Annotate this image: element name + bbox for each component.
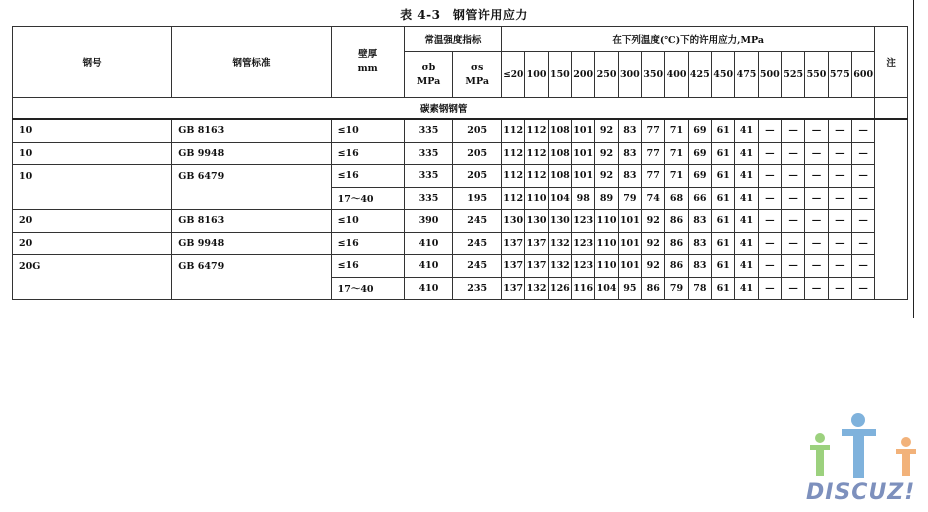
cell-stress: — [851,210,874,233]
cell-stress: 137 [502,277,525,300]
cell-thickness: ≤16 [331,165,404,188]
table-row [13,119,908,142]
cell-stress: 137 [502,255,525,278]
cell-stress: 101 [572,142,595,165]
cell-grade [13,277,172,300]
cell-stress: 108 [548,165,571,188]
cell-stress: 41 [735,232,758,255]
cell-stress: — [851,277,874,300]
cell-stress: 41 [735,210,758,233]
header-temp-10: 475 [735,52,758,98]
header-temp-0: ≤20 [502,52,525,98]
cell-stress: 108 [548,119,571,142]
cell-standard: GB 8163 [172,119,331,142]
cell-sigma-b: 410 [404,255,453,278]
cell-stress: — [851,187,874,210]
cell-stress: 79 [618,187,641,210]
cell-standard [172,277,331,300]
cell-stress: — [758,165,781,188]
cell-stress: 104 [548,187,571,210]
cell-stress: 123 [572,210,595,233]
table-row [13,165,908,188]
cell-sigma-s: 245 [453,255,502,278]
cell-stress: 101 [618,232,641,255]
cell-stress: 104 [595,277,618,300]
cell-stress: 132 [548,232,571,255]
cell-stress: 116 [572,277,595,300]
cell-stress: — [782,277,805,300]
cell-stress: 61 [712,232,735,255]
cell-stress: — [805,255,828,278]
cell-stress: — [805,165,828,188]
cell-stress: 95 [618,277,641,300]
cell-note [875,232,908,255]
cell-stress: 78 [688,277,711,300]
cell-stress: — [782,255,805,278]
cell-stress: — [828,255,851,278]
cell-standard: GB 8163 [172,210,331,233]
cell-stress: 137 [525,232,548,255]
cell-stress: 92 [595,165,618,188]
cell-stress: 83 [618,142,641,165]
cell-note [875,210,908,233]
header-allowable-stress: 在下列温度(℃)下的许用应力,MPa [502,27,875,52]
cell-stress: — [758,277,781,300]
cell-stress: 66 [688,187,711,210]
header-temp-3: 200 [572,52,595,98]
cell-note [875,165,908,188]
cell-grade: 10 [13,142,172,165]
cell-stress: — [758,187,781,210]
header-sigma-s [453,52,502,98]
cell-sigma-s: 205 [453,119,502,142]
cell-sigma-s: 205 [453,142,502,165]
table-row [13,277,908,300]
cell-grade [13,187,172,210]
cell-grade: 10 [13,119,172,142]
cell-stress: 61 [712,210,735,233]
cell-stress: — [782,119,805,142]
cell-thickness: ≤10 [331,119,404,142]
cell-sigma-s: 195 [453,187,502,210]
cell-stress: — [805,187,828,210]
cell-stress: 110 [525,187,548,210]
cell-stress: 77 [642,142,665,165]
cell-sigma-b: 335 [404,119,453,142]
cell-note [875,142,908,165]
cell-stress: 71 [665,142,688,165]
cell-stress: — [828,232,851,255]
cell-stress: — [782,232,805,255]
cell-note [875,119,908,142]
cell-stress: — [758,232,781,255]
section-title: 碳素钢钢管 [13,98,875,120]
cell-thickness: ≤16 [331,232,404,255]
cell-stress: — [805,277,828,300]
cell-stress: — [851,255,874,278]
cell-sigma-b: 390 [404,210,453,233]
cell-stress: — [851,142,874,165]
cell-stress: 86 [665,255,688,278]
header-temp-11: 500 [758,52,781,98]
table-row [13,210,908,233]
cell-sigma-s: 205 [453,165,502,188]
header-strength: 常温强度指标 [404,27,501,52]
cell-stress: 112 [525,119,548,142]
cell-stress: — [782,187,805,210]
cell-note [875,255,908,278]
cell-stress: 41 [735,277,758,300]
cell-sigma-b: 335 [404,142,453,165]
cell-stress: 108 [548,142,571,165]
cell-standard: GB 9948 [172,142,331,165]
allowable-stress-table [12,26,908,300]
cell-stress: 101 [618,255,641,278]
cell-sigma-b: 410 [404,277,453,300]
sigma-s-unit: MPa [465,75,489,87]
cell-stress: — [828,119,851,142]
cell-stress: — [828,187,851,210]
cell-thickness: ≤16 [331,255,404,278]
sigma-b-unit: MPa [416,75,441,87]
header-thickness-label: 壁厚 [358,49,378,60]
cell-stress: 86 [642,277,665,300]
cell-stress: 83 [618,165,641,188]
cell-stress: 61 [712,119,735,142]
cell-stress: — [851,165,874,188]
cell-stress: 41 [735,165,758,188]
cell-note [875,187,908,210]
table-row [13,142,908,165]
logo-figures [810,413,916,478]
header-temp-12: 525 [782,52,805,98]
cell-stress: 137 [525,255,548,278]
cell-stress: 79 [665,277,688,300]
cell-stress: 123 [572,255,595,278]
cell-grade: 20 [13,232,172,255]
cell-stress: — [805,232,828,255]
header-grade: 钢号 [13,27,172,98]
header-note: 注 [875,27,908,98]
header-thickness [331,27,404,98]
cell-stress: — [758,255,781,278]
cell-stress: 130 [548,210,571,233]
table-row [13,187,908,210]
cell-stress: 112 [502,165,525,188]
cell-grade: 20G [13,255,172,278]
cell-stress: 112 [525,165,548,188]
header-temp-13: 550 [805,52,828,98]
cell-thickness: 17～40 [331,277,404,300]
cell-stress: 86 [665,232,688,255]
cell-stress: 110 [595,210,618,233]
cell-stress: 83 [618,119,641,142]
cell-stress: 61 [712,187,735,210]
header-temp-15: 600 [851,52,874,98]
cell-stress: 98 [572,187,595,210]
cell-stress: 77 [642,119,665,142]
cell-stress: 92 [642,255,665,278]
cell-sigma-b: 410 [404,232,453,255]
header-temp-4: 250 [595,52,618,98]
cell-stress: 71 [665,119,688,142]
cell-stress: 92 [595,142,618,165]
cell-stress: 41 [735,119,758,142]
cell-stress: 61 [712,255,735,278]
cell-stress: — [782,142,805,165]
header-temp-9: 450 [712,52,735,98]
cell-stress: — [828,277,851,300]
cell-stress: 74 [642,187,665,210]
cell-stress: 69 [688,142,711,165]
sigma-b-symbol: σb [421,61,436,73]
note-cell [875,98,908,120]
header-temp-6: 350 [642,52,665,98]
cell-stress: — [758,119,781,142]
table-row [13,232,908,255]
cell-standard [172,187,331,210]
cell-stress: — [828,165,851,188]
header-standard: 钢管标准 [172,27,331,98]
cell-stress: 86 [665,210,688,233]
cell-stress: 130 [502,210,525,233]
cell-grade: 10 [13,165,172,188]
cell-stress: 112 [502,187,525,210]
cell-stress: — [851,119,874,142]
cell-stress: 130 [525,210,548,233]
cell-sigma-b: 335 [404,165,453,188]
table-caption: 表 4-3 钢管许用应力 [400,8,528,22]
header-temp-2: 150 [548,52,571,98]
cell-stress: 61 [712,142,735,165]
cell-stress: 126 [548,277,571,300]
cell-stress: 112 [502,119,525,142]
cell-stress: — [782,210,805,233]
cell-stress: 83 [688,255,711,278]
cell-stress: 101 [572,119,595,142]
cell-stress: 101 [572,165,595,188]
cell-stress: 123 [572,232,595,255]
cell-stress: 89 [595,187,618,210]
cell-sigma-s: 235 [453,277,502,300]
cell-stress: 41 [735,187,758,210]
cell-stress: — [805,142,828,165]
cell-stress: 92 [642,232,665,255]
cell-stress: 61 [712,165,735,188]
header-temp-1: 100 [525,52,548,98]
header-temp-8: 425 [688,52,711,98]
cell-stress: — [805,210,828,233]
cell-sigma-s: 245 [453,232,502,255]
cell-stress: — [851,232,874,255]
page-edge-rule [913,0,914,318]
cell-stress: 132 [525,277,548,300]
cell-stress: 69 [688,165,711,188]
cell-standard: GB 9948 [172,232,331,255]
cell-stress: — [782,165,805,188]
cell-sigma-s: 245 [453,210,502,233]
cell-stress: 112 [502,142,525,165]
cell-note [875,277,908,300]
cell-stress: 137 [502,232,525,255]
cell-stress: 68 [665,187,688,210]
header-temp-5: 300 [618,52,641,98]
cell-stress: 101 [618,210,641,233]
cell-stress: 83 [688,232,711,255]
cell-stress: — [828,210,851,233]
cell-stress: 71 [665,165,688,188]
cell-stress: 110 [595,255,618,278]
cell-stress: 61 [712,277,735,300]
cell-stress: 83 [688,210,711,233]
cell-stress: 41 [735,142,758,165]
cell-stress: — [758,210,781,233]
sigma-s-symbol: σs [471,61,484,73]
cell-stress: — [758,142,781,165]
discuz-logo-text: DISCUZ! [806,480,916,505]
cell-stress: — [828,142,851,165]
cell-thickness: ≤10 [331,210,404,233]
cell-stress: 132 [548,255,571,278]
cell-stress: 92 [642,210,665,233]
cell-stress: 41 [735,255,758,278]
cell-stress: 110 [595,232,618,255]
cell-stress: 112 [525,142,548,165]
cell-thickness: ≤16 [331,142,404,165]
table-row [13,255,908,278]
cell-sigma-b: 335 [404,187,453,210]
header-temp-14: 575 [828,52,851,98]
cell-grade: 20 [13,210,172,233]
cell-stress: 77 [642,165,665,188]
cell-stress: 92 [595,119,618,142]
header-temp-7: 400 [665,52,688,98]
header-sigma-b [404,52,453,98]
cell-standard: GB 6479 [172,255,331,278]
cell-thickness: 17～40 [331,187,404,210]
header-thickness-unit: mm [357,63,378,74]
cell-standard: GB 6479 [172,165,331,188]
cell-stress: 69 [688,119,711,142]
cell-stress: — [805,119,828,142]
